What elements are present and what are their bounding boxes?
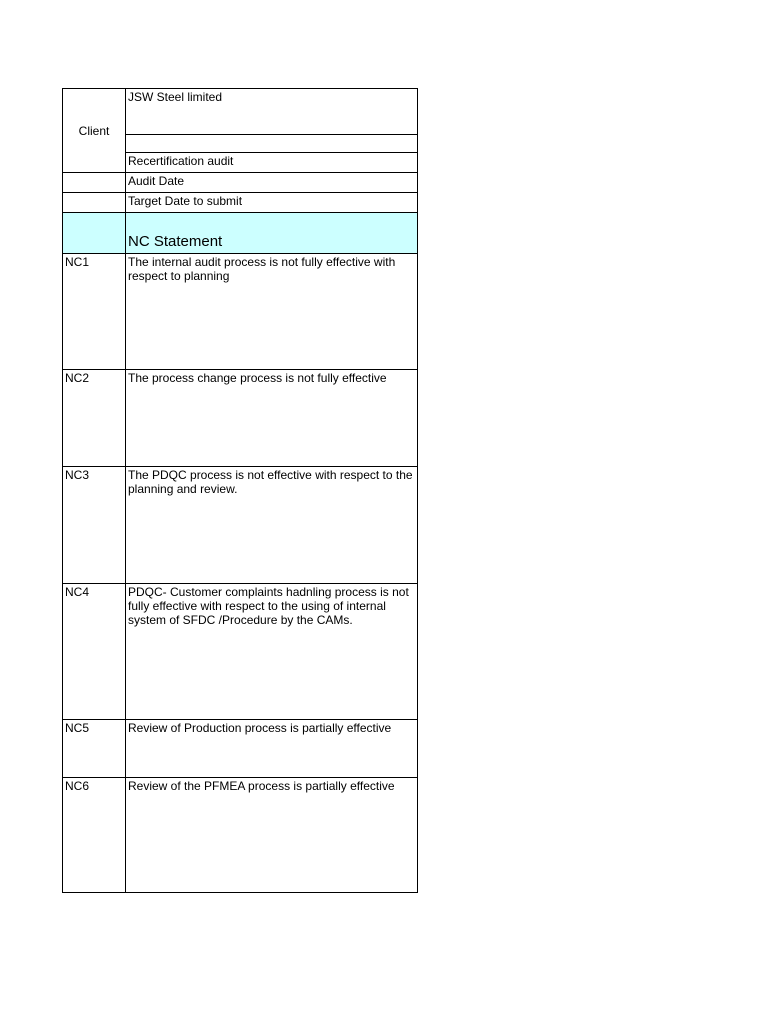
audit-type: Recertification audit [128, 154, 234, 168]
nc-id: NC5 [65, 721, 90, 735]
audit-date-blank-cell[interactable] [63, 173, 126, 193]
target-date-row [63, 193, 418, 213]
nc-table [62, 88, 418, 893]
nc-id: NC3 [65, 468, 90, 482]
nc-id-cell[interactable] [63, 778, 126, 893]
nc-id: NC6 [65, 779, 90, 793]
nc-id-cell[interactable] [63, 370, 126, 467]
nc-id: NC1 [65, 255, 90, 269]
nc-statement-cell[interactable] [126, 720, 418, 778]
table-row [63, 778, 418, 893]
nc-id-header-cell[interactable] [63, 213, 126, 254]
nc-statement-header: NC Statement [128, 233, 223, 250]
audit-date-cell[interactable] [126, 173, 418, 193]
audit-date-label: Audit Date [128, 174, 185, 188]
nc-id: NC4 [65, 585, 90, 599]
client-label: Client [78, 123, 110, 138]
nc-statement-cell[interactable] [126, 467, 418, 584]
audit-type-cell[interactable] [126, 153, 418, 173]
target-date-label: Target Date to submit [128, 194, 243, 208]
nc-statement: The process change process is not fully effective [128, 371, 387, 385]
table-row [63, 254, 418, 370]
nc-statement-cell[interactable] [126, 584, 418, 720]
nc-id: NC2 [65, 371, 90, 385]
table-row [63, 720, 418, 778]
nc-statement-cell[interactable] [126, 778, 418, 893]
nc-statement-header-cell[interactable] [126, 213, 418, 254]
audit-date-row [63, 173, 418, 193]
client-name: JSW Steel limited [128, 90, 223, 104]
nc-statement: PDQC- Customer complaints hadnling process is not fully effective with respect to the using of internal system of SFDC /Procedure by the CAMs. [128, 585, 409, 627]
nc-statement: Review of Production process is partially effective [128, 721, 392, 735]
target-date-cell[interactable] [126, 193, 418, 213]
client-label-cell[interactable] [63, 89, 126, 173]
nc-statement: The internal audit process is not fully effective with respect to planning [128, 255, 396, 283]
table-row [63, 370, 418, 467]
client-extra-cell[interactable] [126, 135, 418, 153]
table-row [63, 584, 418, 720]
table-row [63, 467, 418, 584]
nc-statement-cell[interactable] [126, 254, 418, 370]
client-row [63, 89, 418, 135]
target-date-blank-cell[interactable] [63, 193, 126, 213]
nc-id-cell[interactable] [63, 584, 126, 720]
nc-statement-cell[interactable] [126, 370, 418, 467]
nc-id-cell[interactable] [63, 467, 126, 584]
nc-header-row [63, 213, 418, 254]
nc-statement: Review of the PFMEA process is partially effective [128, 779, 395, 793]
nc-statement: The PDQC process is not effective with respect to the planning and review. [128, 468, 413, 496]
client-name-cell[interactable] [126, 89, 418, 135]
nc-id-cell[interactable] [63, 720, 126, 778]
nc-id-cell[interactable] [63, 254, 126, 370]
